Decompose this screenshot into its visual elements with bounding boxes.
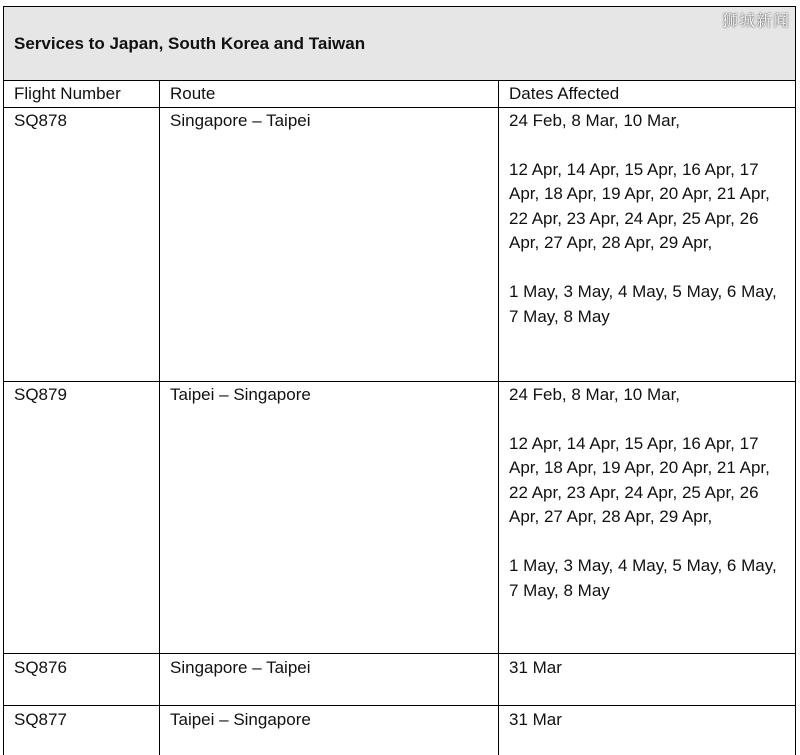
route-cell: Singapore – Taipei [160,107,499,381]
table-title: Services to Japan, South Korea and Taiwan [4,7,796,81]
table-title-row [4,7,796,81]
route-cell: Taipei – Singapore [160,705,499,755]
watermark-text: 狮城新闻 [721,13,790,30]
flight-number-cell: SQ878 [4,107,160,381]
route-cell: Singapore – Taipei [160,653,499,705]
route-cell: Taipei – Singapore [160,381,499,653]
flight-services-table [3,6,796,755]
dates-group-apr: 12 Apr, 14 Apr, 15 Apr, 16 Apr, 17 Apr, 18 Apr, 19 Apr, 20 Apr, 21 Apr, 22 Apr, 23 Apr, 24 Apr, 25 Apr, 26 Apr, 27 Apr, 28 Apr, 29 Apr, [509,159,770,252]
dates-group-feb-mar: 24 Feb, 8 Mar, 10 Mar, [509,110,681,130]
dates-cell [499,381,796,653]
dates-cell: 31 Mar [499,653,796,705]
header-route: Route [160,81,499,108]
flight-number-cell: SQ876 [4,653,160,705]
dates-cell [499,107,796,381]
table-row [4,107,796,381]
table-header-row [4,81,796,108]
header-dates-affected: Dates Affected [499,81,796,108]
table-row [4,705,796,755]
dates-group-feb-mar: 24 Feb, 8 Mar, 10 Mar, [509,384,681,404]
table-row [4,653,796,705]
dates-group-may: 1 May, 3 May, 4 May, 5 May, 6 May, 7 May, 8 May [509,282,777,326]
flight-number-cell: SQ877 [4,705,160,755]
dates-cell: 31 Mar [499,705,796,755]
table-row [4,381,796,653]
header-flight-number: Flight Number [4,81,160,108]
dates-group-apr: 12 Apr, 14 Apr, 15 Apr, 16 Apr, 17 Apr, 18 Apr, 19 Apr, 20 Apr, 21 Apr, 22 Apr, 23 Apr, 24 Apr, 25 Apr, 26 Apr, 27 Apr, 28 Apr, 29 Apr, [509,433,770,526]
dates-group-may: 1 May, 3 May, 4 May, 5 May, 6 May, 7 May, 8 May [509,556,777,600]
flight-number-cell: SQ879 [4,381,160,653]
